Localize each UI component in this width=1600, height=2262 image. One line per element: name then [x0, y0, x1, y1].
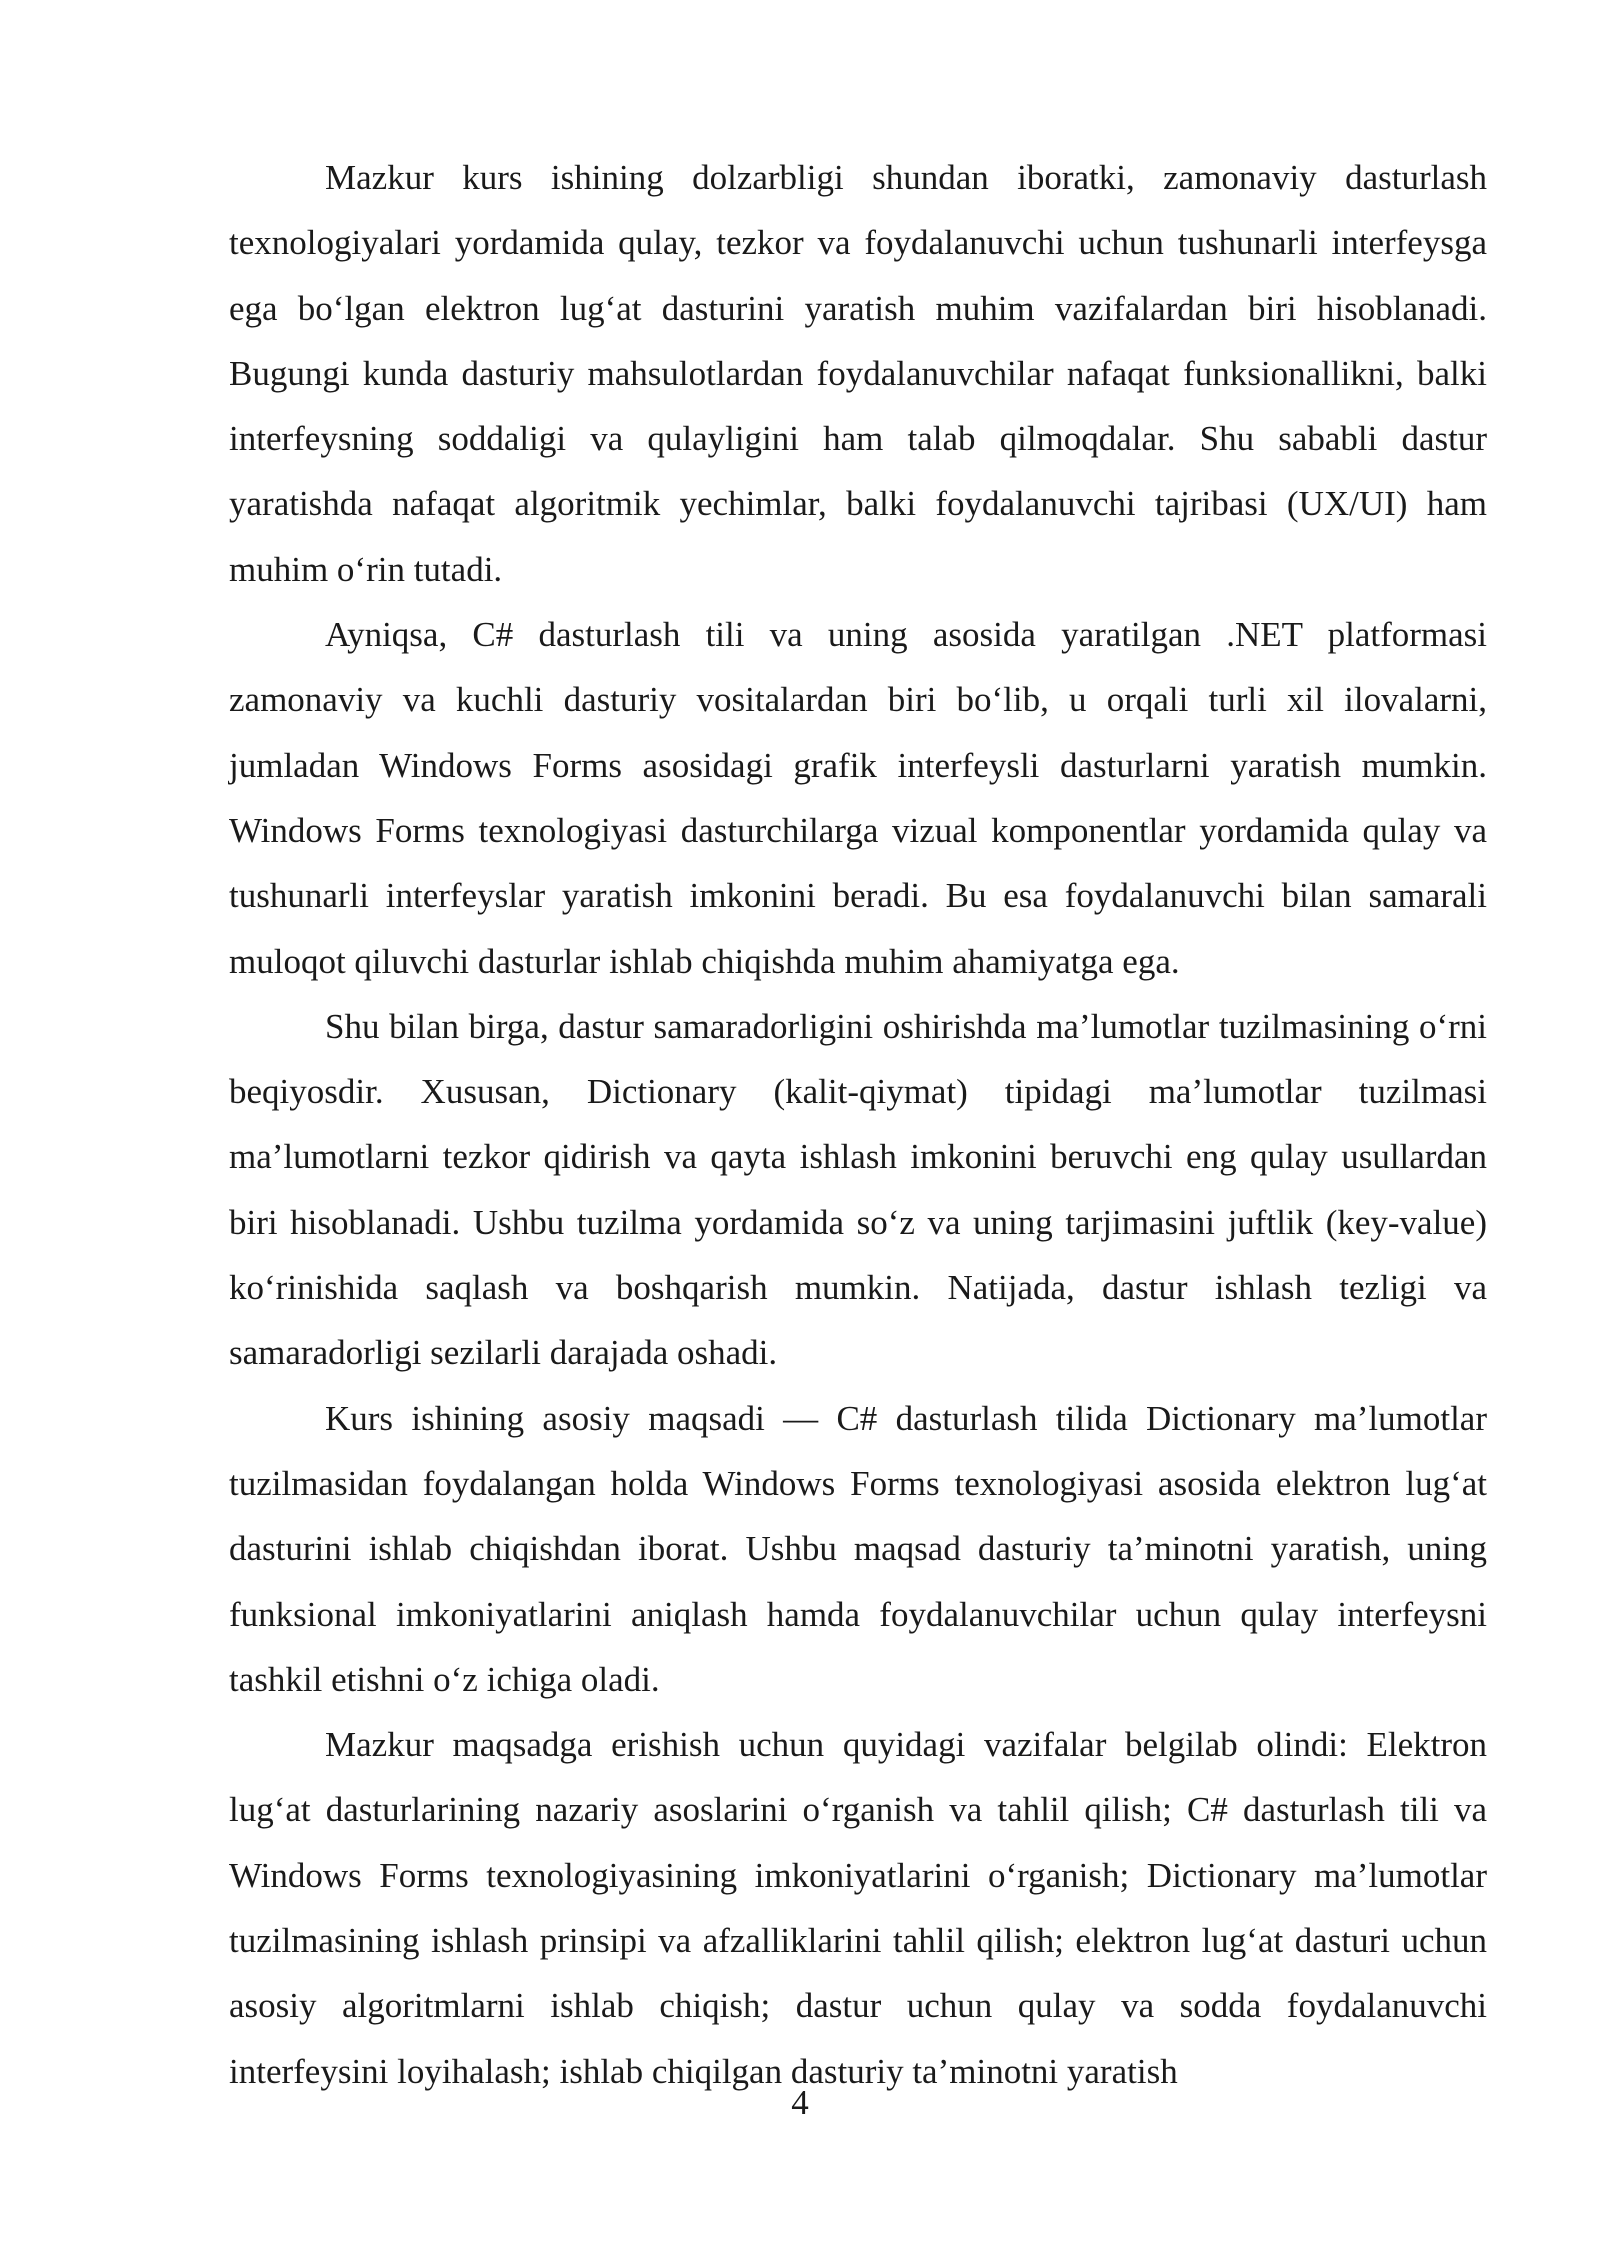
page-number: 4 — [791, 2083, 809, 2122]
paragraph-goal: Kurs ishining asosiy maqsadi — C# dasturlash tilida Dictionary ma’lumotlar tuzilmasidan foydalangan holda Windows Forms texnologiyasi asosida elektron lug‘at dasturini ishlab chiqishdan iborat. Ushbu maqsad dasturiy ta’minotni yaratish, uning funksional imkoniyatlarini aniqlash hamda foydalanuvchilar uchun qulay interfeysni tashkil etishni o‘z ichiga oladi. — [229, 1398, 1487, 1699]
paragraph-tasks: Mazkur maqsadga erishish uchun quyidagi vazifalar belgilab olindi: Elektron lug‘at dasturlarining nazariy asoslarini o‘rganish va tahlil qilish; C# dasturlash tili va Windows Forms texnologiyasining imkoniyatlarini o‘rganish; Dictionary ma’lumotlar tuzilmasining ishlash prinsipi va afzalliklarini tahlil qilish; elektron lug‘at dasturi uchun asosiy algoritmlarni ishlab chiqish; dastur uchun qulay va sodda foydalanuvchi interfeysini loyihalash; ishlab chiqilgan dasturiy ta’minotni yaratish — [229, 1725, 1487, 2091]
paragraph-dictionary: Shu bilan birga, dastur samaradorligini oshirishda ma’lumotlar tuzilmasining o‘rni beqiyosdir. Xususan, Dictionary (kalit-qiymat) tipidagi ma’lumotlar tuzilmasi ma’lumotlarni tezkor qidirish va qayta ishlash imkonini beruvchi eng qulay usullardan biri hisoblanadi. Ushbu tuzilma yordamida so‘z va uning tarjimasini juftlik (key-value) ko‘rinishida saqlash va boshqarish mumkin. Natijada, dastur ishlash tezligi va samaradorligi sezilarli darajada oshadi. — [229, 1006, 1487, 1373]
paragraph-csharp-dotnet: Ayniqsa, C# dasturlash tili va uning asosida yaratilgan .NET platformasi zamonaviy va kuchli dasturiy vositalardan biri bo‘lib, u orqali turli xil ilovalarni, jumladan Windows Forms asosidagi grafik interfeysli dasturlarni yaratish mumkin. Windows Forms texnologiyasi dasturchilarga vizual komponentlar yordamida qulay va tushunarli interfeyslar yaratish imkonini beradi. Bu esa foydalanuvchi bilan samarali muloqot qiluvchi dasturlar ishlab chiqishda muhim ahamiyatga ega. — [229, 615, 1487, 981]
paragraph-relevance: Mazkur kurs ishining dolzarbligi shundan iboratki, zamonaviy dasturlash texnologiyalari yordamida qulay, tezkor va foydalanuvchi uchun tushunarli interfeysga ega bo‘lgan elektron lug‘at dasturini yaratish muhim vazifalardan biri hisoblanadi. Bugungi kunda dasturiy mahsulotlardan foydalanuvchilar nafaqat funksionallikni, balki interfeysning soddaligi va qulayligini ham talab qilmoqdalar. Shu sababli dastur yaratishda nafaqat algoritmik yechimlar, balki foydalanuvchi tajribasi (UX/UI) ham muhim o‘rin tutadi. — [229, 158, 1487, 589]
document-body — [229, 145, 1487, 2104]
